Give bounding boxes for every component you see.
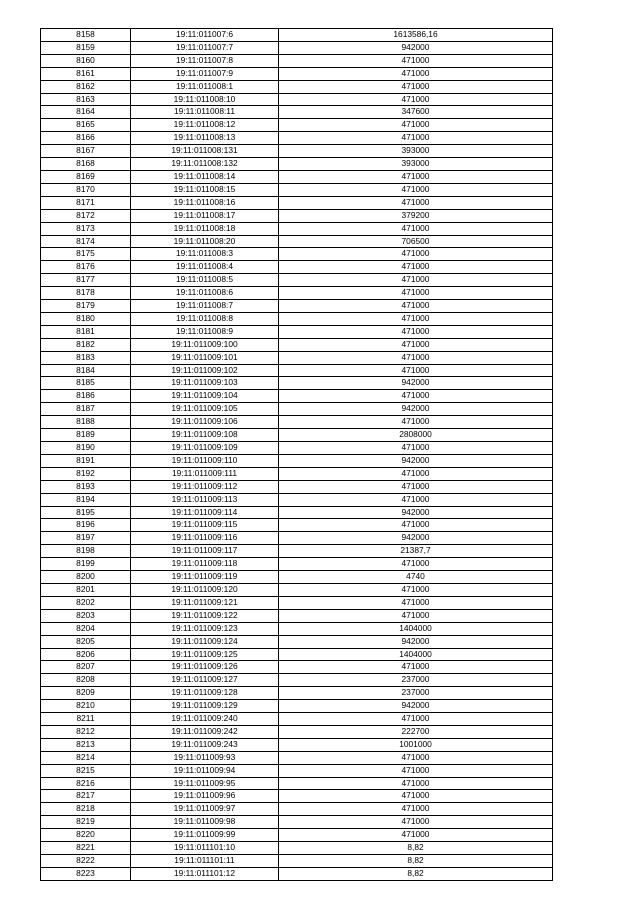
value-cell: 1404000: [279, 648, 553, 661]
table-row: [41, 442, 553, 455]
document-page: [40, 28, 552, 881]
table-row: [41, 674, 553, 687]
cadastral-number-cell: 19:11:011009:127: [131, 674, 279, 687]
table-row: [41, 532, 553, 545]
cadastral-number-cell: 19:11:011009:123: [131, 622, 279, 635]
cadastral-number-cell: 19:11:011009:98: [131, 816, 279, 829]
cadastral-number-cell: 19:11:011007:7: [131, 41, 279, 54]
row-number-cell: 8218: [41, 803, 131, 816]
table-row: [41, 855, 553, 868]
value-cell: 8,82: [279, 867, 553, 880]
row-number-cell: 8176: [41, 261, 131, 274]
cadastral-number-cell: 19:11:011009:103: [131, 377, 279, 390]
row-number-cell: 8223: [41, 867, 131, 880]
value-cell: 471000: [279, 777, 553, 790]
cadastral-number-cell: 19:11:011101:12: [131, 867, 279, 880]
table-row: [41, 403, 553, 416]
cadastral-number-cell: 19:11:011009:109: [131, 442, 279, 455]
cadastral-number-cell: 19:11:011008:4: [131, 261, 279, 274]
cadastral-number-cell: 19:11:011009:113: [131, 493, 279, 506]
row-number-cell: 8200: [41, 571, 131, 584]
value-cell: 471000: [279, 170, 553, 183]
cadastral-number-cell: 19:11:011101:11: [131, 855, 279, 868]
cadastral-number-cell: 19:11:011009:97: [131, 803, 279, 816]
cadastral-number-cell: 19:11:011009:242: [131, 725, 279, 738]
row-number-cell: 8165: [41, 119, 131, 132]
row-number-cell: 8196: [41, 519, 131, 532]
cadastral-number-cell: 19:11:011009:100: [131, 338, 279, 351]
value-cell: 471000: [279, 287, 553, 300]
row-number-cell: 8191: [41, 454, 131, 467]
cadastral-number-cell: 19:11:011009:96: [131, 790, 279, 803]
row-number-cell: 8164: [41, 106, 131, 119]
value-cell: 471000: [279, 248, 553, 261]
row-number-cell: 8186: [41, 390, 131, 403]
row-number-cell: 8167: [41, 145, 131, 158]
value-cell: 942000: [279, 635, 553, 648]
row-number-cell: 8211: [41, 713, 131, 726]
value-cell: 942000: [279, 41, 553, 54]
row-number-cell: 8198: [41, 545, 131, 558]
table-row: [41, 635, 553, 648]
value-cell: 4740: [279, 571, 553, 584]
value-cell: 471000: [279, 609, 553, 622]
value-cell: 942000: [279, 700, 553, 713]
cadastral-number-cell: 19:11:011008:15: [131, 183, 279, 196]
row-number-cell: 8192: [41, 467, 131, 480]
row-number-cell: 8182: [41, 338, 131, 351]
value-cell: 471000: [279, 751, 553, 764]
table-row: [41, 429, 553, 442]
data-table: [40, 28, 553, 881]
row-number-cell: 8170: [41, 183, 131, 196]
row-number-cell: 8214: [41, 751, 131, 764]
value-cell: 471000: [279, 364, 553, 377]
value-cell: 471000: [279, 713, 553, 726]
value-cell: 471000: [279, 67, 553, 80]
table-row: [41, 519, 553, 532]
cadastral-number-cell: 19:11:011009:101: [131, 351, 279, 364]
table-row: [41, 725, 553, 738]
value-cell: 471000: [279, 829, 553, 842]
cadastral-number-cell: 19:11:011008:11: [131, 106, 279, 119]
value-cell: 21387,7: [279, 545, 553, 558]
cadastral-number-cell: 19:11:011009:126: [131, 661, 279, 674]
cadastral-number-cell: 19:11:011008:1: [131, 80, 279, 93]
cadastral-number-cell: 19:11:011008:131: [131, 145, 279, 158]
row-number-cell: 8216: [41, 777, 131, 790]
table-row: [41, 170, 553, 183]
row-number-cell: 8220: [41, 829, 131, 842]
value-cell: 2808000: [279, 429, 553, 442]
cadastral-number-cell: 19:11:011009:112: [131, 480, 279, 493]
cadastral-number-cell: 19:11:011008:12: [131, 119, 279, 132]
value-cell: 471000: [279, 338, 553, 351]
cadastral-number-cell: 19:11:011009:111: [131, 467, 279, 480]
value-cell: 471000: [279, 661, 553, 674]
table-row: [41, 700, 553, 713]
table-row: [41, 596, 553, 609]
cadastral-number-cell: 19:11:011009:118: [131, 558, 279, 571]
row-number-cell: 8205: [41, 635, 131, 648]
row-number-cell: 8187: [41, 403, 131, 416]
cadastral-number-cell: 19:11:011008:7: [131, 300, 279, 313]
table-row: [41, 816, 553, 829]
value-cell: 8,82: [279, 842, 553, 855]
table-row: [41, 648, 553, 661]
value-cell: 471000: [279, 183, 553, 196]
value-cell: 471000: [279, 312, 553, 325]
value-cell: 393000: [279, 158, 553, 171]
row-number-cell: 8171: [41, 196, 131, 209]
value-cell: 471000: [279, 467, 553, 480]
value-cell: 471000: [279, 93, 553, 106]
value-cell: 1613586,16: [279, 29, 553, 42]
row-number-cell: 8168: [41, 158, 131, 171]
value-cell: 471000: [279, 222, 553, 235]
row-number-cell: 8215: [41, 764, 131, 777]
value-cell: 471000: [279, 519, 553, 532]
table-row: [41, 790, 553, 803]
value-cell: 471000: [279, 416, 553, 429]
row-number-cell: 8204: [41, 622, 131, 635]
row-number-cell: 8212: [41, 725, 131, 738]
table-row: [41, 364, 553, 377]
value-cell: 1001000: [279, 738, 553, 751]
cadastral-number-cell: 19:11:011009:99: [131, 829, 279, 842]
row-number-cell: 8213: [41, 738, 131, 751]
cadastral-number-cell: 19:11:011008:17: [131, 209, 279, 222]
row-number-cell: 8194: [41, 493, 131, 506]
value-cell: 942000: [279, 532, 553, 545]
cadastral-number-cell: 19:11:011008:3: [131, 248, 279, 261]
table-row: [41, 80, 553, 93]
value-cell: 471000: [279, 261, 553, 274]
value-cell: 471000: [279, 764, 553, 777]
row-number-cell: 8177: [41, 274, 131, 287]
value-cell: 471000: [279, 132, 553, 145]
table-row: [41, 183, 553, 196]
row-number-cell: 8193: [41, 480, 131, 493]
value-cell: 1404000: [279, 622, 553, 635]
value-cell: 471000: [279, 300, 553, 313]
value-cell: 471000: [279, 54, 553, 67]
value-cell: 8,82: [279, 855, 553, 868]
table-row: [41, 661, 553, 674]
value-cell: 471000: [279, 480, 553, 493]
cadastral-number-cell: 19:11:011009:243: [131, 738, 279, 751]
row-number-cell: 8160: [41, 54, 131, 67]
cadastral-number-cell: 19:11:011007:9: [131, 67, 279, 80]
row-number-cell: 8209: [41, 687, 131, 700]
cadastral-number-cell: 19:11:011009:116: [131, 532, 279, 545]
cadastral-number-cell: 19:11:011009:121: [131, 596, 279, 609]
table-row: [41, 196, 553, 209]
row-number-cell: 8201: [41, 583, 131, 596]
table-row: [41, 132, 553, 145]
value-cell: 471000: [279, 816, 553, 829]
value-cell: 393000: [279, 145, 553, 158]
cadastral-number-cell: 19:11:011009:104: [131, 390, 279, 403]
value-cell: 471000: [279, 493, 553, 506]
table-row: [41, 158, 553, 171]
cadastral-number-cell: 19:11:011009:105: [131, 403, 279, 416]
table-row: [41, 467, 553, 480]
row-number-cell: 8175: [41, 248, 131, 261]
row-number-cell: 8162: [41, 80, 131, 93]
table-row: [41, 261, 553, 274]
row-number-cell: 8206: [41, 648, 131, 661]
value-cell: 471000: [279, 790, 553, 803]
table-row: [41, 751, 553, 764]
cadastral-number-cell: 19:11:011008:18: [131, 222, 279, 235]
table-row: [41, 622, 553, 635]
row-number-cell: 8163: [41, 93, 131, 106]
cadastral-number-cell: 19:11:011008:6: [131, 287, 279, 300]
value-cell: 471000: [279, 351, 553, 364]
cadastral-number-cell: 19:11:011008:132: [131, 158, 279, 171]
value-cell: 942000: [279, 377, 553, 390]
row-number-cell: 8203: [41, 609, 131, 622]
value-cell: 942000: [279, 454, 553, 467]
cadastral-number-cell: 19:11:011009:122: [131, 609, 279, 622]
row-number-cell: 8181: [41, 325, 131, 338]
table-row: [41, 93, 553, 106]
table-row: [41, 738, 553, 751]
table-row: [41, 145, 553, 158]
cadastral-number-cell: 19:11:011009:108: [131, 429, 279, 442]
row-number-cell: 8183: [41, 351, 131, 364]
value-cell: 237000: [279, 674, 553, 687]
table-row: [41, 274, 553, 287]
value-cell: 942000: [279, 506, 553, 519]
row-number-cell: 8158: [41, 29, 131, 42]
table-row: [41, 777, 553, 790]
cadastral-number-cell: 19:11:011009:119: [131, 571, 279, 584]
cadastral-number-cell: 19:11:011009:128: [131, 687, 279, 700]
table-row: [41, 390, 553, 403]
value-cell: 471000: [279, 596, 553, 609]
value-cell: 379200: [279, 209, 553, 222]
table-row: [41, 325, 553, 338]
value-cell: 471000: [279, 274, 553, 287]
cadastral-number-cell: 19:11:011008:20: [131, 235, 279, 248]
cadastral-number-cell: 19:11:011009:110: [131, 454, 279, 467]
table-row: [41, 312, 553, 325]
table-row: [41, 67, 553, 80]
row-number-cell: 8207: [41, 661, 131, 674]
table-row: [41, 829, 553, 842]
value-cell: 222700: [279, 725, 553, 738]
value-cell: 471000: [279, 80, 553, 93]
table-row: [41, 506, 553, 519]
table-row: [41, 377, 553, 390]
value-cell: 471000: [279, 803, 553, 816]
table-row: [41, 583, 553, 596]
cadastral-number-cell: 19:11:011009:93: [131, 751, 279, 764]
cadastral-number-cell: 19:11:011009:120: [131, 583, 279, 596]
table-row: [41, 300, 553, 313]
table-row: [41, 119, 553, 132]
table-row: [41, 416, 553, 429]
row-number-cell: 8210: [41, 700, 131, 713]
table-row: [41, 558, 553, 571]
cadastral-number-cell: 19:11:011009:125: [131, 648, 279, 661]
value-cell: 471000: [279, 442, 553, 455]
table-row: [41, 248, 553, 261]
table-row: [41, 235, 553, 248]
cadastral-number-cell: 19:11:011007:8: [131, 54, 279, 67]
row-number-cell: 8173: [41, 222, 131, 235]
value-cell: 471000: [279, 196, 553, 209]
table-row: [41, 338, 553, 351]
row-number-cell: 8169: [41, 170, 131, 183]
table-row: [41, 493, 553, 506]
table-row: [41, 867, 553, 880]
row-number-cell: 8166: [41, 132, 131, 145]
table-row: [41, 713, 553, 726]
row-number-cell: 8190: [41, 442, 131, 455]
table-row: [41, 54, 553, 67]
cadastral-number-cell: 19:11:011101:10: [131, 842, 279, 855]
row-number-cell: 8180: [41, 312, 131, 325]
cadastral-number-cell: 19:11:011009:106: [131, 416, 279, 429]
row-number-cell: 8172: [41, 209, 131, 222]
row-number-cell: 8174: [41, 235, 131, 248]
row-number-cell: 8199: [41, 558, 131, 571]
cadastral-number-cell: 19:11:011009:95: [131, 777, 279, 790]
value-cell: 471000: [279, 119, 553, 132]
cadastral-number-cell: 19:11:011008:9: [131, 325, 279, 338]
cadastral-number-cell: 19:11:011009:129: [131, 700, 279, 713]
cadastral-number-cell: 19:11:011009:124: [131, 635, 279, 648]
table-row: [41, 687, 553, 700]
value-cell: 471000: [279, 325, 553, 338]
table-row: [41, 106, 553, 119]
value-cell: 347600: [279, 106, 553, 119]
cadastral-number-cell: 19:11:011008:16: [131, 196, 279, 209]
value-cell: 706500: [279, 235, 553, 248]
table-row: [41, 29, 553, 42]
cadastral-number-cell: 19:11:011007:6: [131, 29, 279, 42]
table-row: [41, 209, 553, 222]
table-row: [41, 287, 553, 300]
row-number-cell: 8222: [41, 855, 131, 868]
row-number-cell: 8195: [41, 506, 131, 519]
row-number-cell: 8217: [41, 790, 131, 803]
value-cell: 942000: [279, 403, 553, 416]
table-row: [41, 609, 553, 622]
row-number-cell: 8208: [41, 674, 131, 687]
row-number-cell: 8179: [41, 300, 131, 313]
value-cell: 471000: [279, 558, 553, 571]
row-number-cell: 8159: [41, 41, 131, 54]
row-number-cell: 8185: [41, 377, 131, 390]
row-number-cell: 8197: [41, 532, 131, 545]
table-row: [41, 351, 553, 364]
row-number-cell: 8184: [41, 364, 131, 377]
table-body: [41, 29, 553, 881]
row-number-cell: 8221: [41, 842, 131, 855]
table-row: [41, 571, 553, 584]
row-number-cell: 8189: [41, 429, 131, 442]
table-row: [41, 803, 553, 816]
table-row: [41, 41, 553, 54]
cadastral-number-cell: 19:11:011009:114: [131, 506, 279, 519]
cadastral-number-cell: 19:11:011009:102: [131, 364, 279, 377]
table-row: [41, 545, 553, 558]
table-row: [41, 480, 553, 493]
cadastral-number-cell: 19:11:011009:117: [131, 545, 279, 558]
row-number-cell: 8161: [41, 67, 131, 80]
cadastral-number-cell: 19:11:011009:115: [131, 519, 279, 532]
cadastral-number-cell: 19:11:011008:5: [131, 274, 279, 287]
value-cell: 237000: [279, 687, 553, 700]
cadastral-number-cell: 19:11:011008:13: [131, 132, 279, 145]
cadastral-number-cell: 19:11:011009:240: [131, 713, 279, 726]
cadastral-number-cell: 19:11:011009:94: [131, 764, 279, 777]
cadastral-number-cell: 19:11:011008:14: [131, 170, 279, 183]
table-row: [41, 842, 553, 855]
row-number-cell: 8178: [41, 287, 131, 300]
value-cell: 471000: [279, 583, 553, 596]
value-cell: 471000: [279, 390, 553, 403]
table-row: [41, 764, 553, 777]
table-row: [41, 454, 553, 467]
cadastral-number-cell: 19:11:011008:8: [131, 312, 279, 325]
row-number-cell: 8202: [41, 596, 131, 609]
row-number-cell: 8219: [41, 816, 131, 829]
table-row: [41, 222, 553, 235]
row-number-cell: 8188: [41, 416, 131, 429]
cadastral-number-cell: 19:11:011008:10: [131, 93, 279, 106]
